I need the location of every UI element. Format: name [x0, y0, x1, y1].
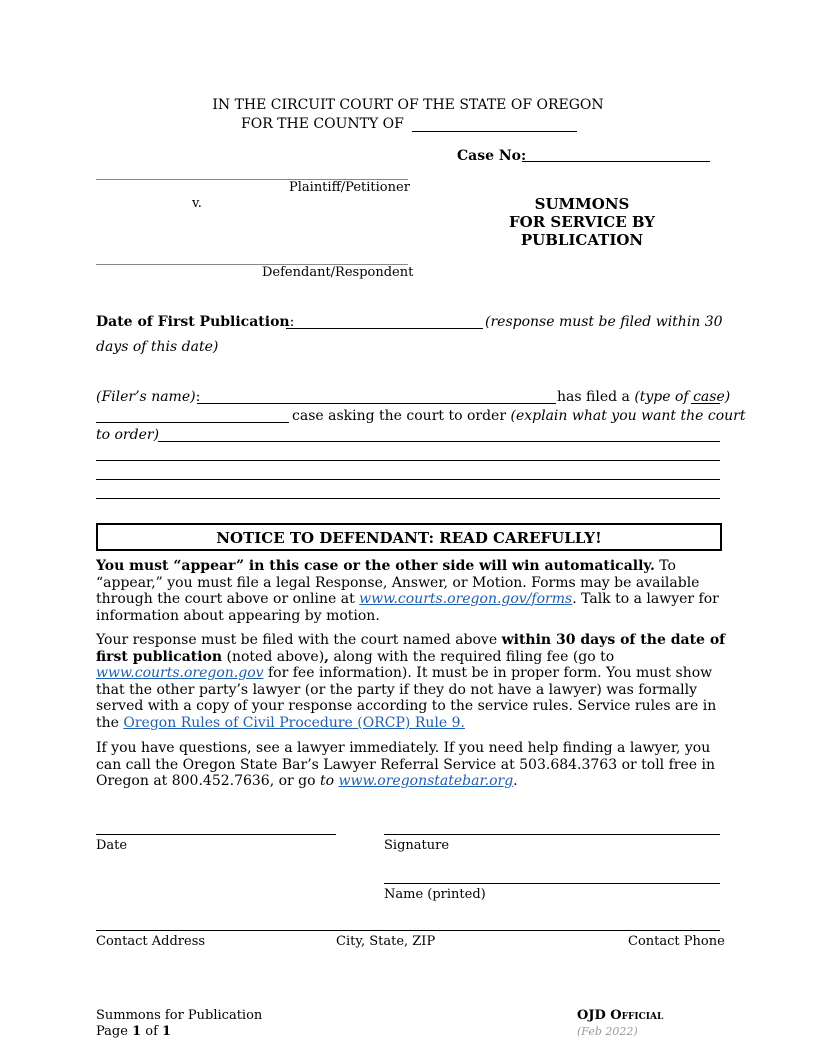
noted-comma: ,: [324, 648, 330, 665]
forms-link[interactable]: www.courts.oregon.gov/forms: [359, 591, 573, 607]
footer-page-number: [96, 1024, 171, 1040]
appear-warning: You must “appear” in this case or the other side will win automatically.: [96, 558, 655, 574]
official-text: Official: [610, 1008, 664, 1023]
notice-paragraph-2: [96, 632, 726, 731]
filer-colon: :: [195, 389, 201, 405]
osb-link[interactable]: www.oregonstatebar.org: [338, 773, 514, 789]
has-filed-text: has filed a: [557, 389, 630, 405]
ojd-official-mark: [577, 1008, 663, 1024]
lawyer-to: to: [320, 773, 335, 789]
title-line-1: SUMMONS: [534, 195, 630, 213]
noted-above: (noted above): [222, 648, 325, 665]
date-field[interactable]: [96, 834, 336, 835]
title-line-3: PUBLICATION: [520, 231, 644, 249]
to-order-label: to order): [96, 427, 160, 443]
city-state-zip-label: City, State, ZIP: [336, 934, 436, 949]
document-title: [482, 195, 682, 249]
publication-colon: :: [289, 314, 295, 330]
defendant-label: Defendant/Respondent: [262, 265, 414, 280]
publication-note-cont: days of this date): [96, 339, 219, 355]
lawyer-end: .: [513, 773, 518, 789]
order-field-3[interactable]: [96, 479, 720, 480]
notice-paragraph-1: [96, 558, 726, 624]
response-start: Your response must be filed with the court named above: [96, 632, 502, 648]
order-field-4[interactable]: [96, 498, 720, 499]
deadline-text: within 30 days of the date of first publication: [96, 632, 726, 665]
page-of: of: [141, 1024, 163, 1039]
printed-name-label: Name (printed): [384, 887, 486, 902]
order-field-2[interactable]: [96, 460, 720, 461]
page-current: 1: [132, 1024, 142, 1039]
county-field[interactable]: [412, 131, 577, 132]
publication-date-field[interactable]: [286, 328, 483, 329]
appear-end: . Talk to a lawyer for information about appearing by motion.: [96, 591, 719, 624]
contact-address-label: Contact Address: [96, 934, 206, 949]
court-title: IN THE CIRCUIT COURT OF THE STATE OF OREGON: [212, 97, 604, 113]
order-field-1[interactable]: [158, 441, 720, 442]
signature-field[interactable]: [384, 834, 720, 835]
case-no-label: Case No:: [457, 148, 527, 164]
publication-note: (response must be filed within 30: [485, 314, 723, 330]
type-of-case-label: (type of case): [634, 389, 731, 405]
case-no-field[interactable]: [522, 161, 710, 162]
fee-text: along with the required filing fee (go to: [329, 648, 615, 665]
printed-name-field[interactable]: [384, 883, 720, 884]
title-line-2: FOR SERVICE BY: [509, 213, 655, 231]
notice-heading: NOTICE TO DEFENDANT: READ CAREFULLY!: [96, 523, 722, 551]
contact-phone-label: Contact Phone: [628, 934, 725, 949]
case-asking-text: case asking the court to order: [292, 408, 507, 424]
contact-field[interactable]: [96, 930, 720, 931]
courts-link[interactable]: www.courts.oregon.gov: [96, 665, 264, 681]
explain-label: (explain what you want the court: [510, 408, 746, 424]
ojd-text: OJD: [577, 1008, 611, 1023]
notice-paragraph-3: [96, 740, 726, 790]
revision-date: (Feb 2022): [577, 1025, 638, 1038]
type-of-case-field-b[interactable]: [96, 422, 289, 423]
footer-form-name: Summons for Publication: [96, 1008, 263, 1023]
type-of-case-field-a[interactable]: [691, 403, 720, 404]
page-prefix: Page: [96, 1024, 133, 1039]
case-asking-row: [292, 408, 746, 425]
filer-name-label-row: [96, 389, 200, 406]
versus-label: v.: [192, 196, 202, 211]
publication-label-row: [96, 314, 294, 331]
filer-name-field[interactable]: [197, 403, 556, 404]
filer-name-label: (Filer’s name): [96, 389, 196, 405]
appear-text: To “appear,” you must file a legal Response, Answer, or Motion. Forms may be available through the court above or online at: [96, 558, 700, 607]
service-text: for fee information). It must be in proper form. You must show that the other party’s lawyer (or the party if they do not have a lawyer) was formally served with a copy of your response according to the service rules. Service rules are in the: [96, 665, 717, 731]
plaintiff-label: Plaintiff/Petitioner: [289, 180, 410, 195]
county-label: FOR THE COUNTY OF: [241, 116, 404, 132]
date-label: Date: [96, 838, 128, 853]
page-total: 1: [162, 1024, 172, 1039]
publication-label: Date of First Publication: [96, 314, 290, 330]
signature-label: Signature: [384, 838, 450, 853]
orcp-link[interactable]: Oregon Rules of Civil Procedure (ORCP) Rule 9.: [123, 714, 465, 731]
lawyer-text: If you have questions, see a lawyer immediately. If you need help finding a lawyer, you can call the Oregon State Bar’s Lawyer Referral Service at 503.684.3763 or toll free in Oregon at 800.452.7636, or go: [96, 740, 715, 789]
